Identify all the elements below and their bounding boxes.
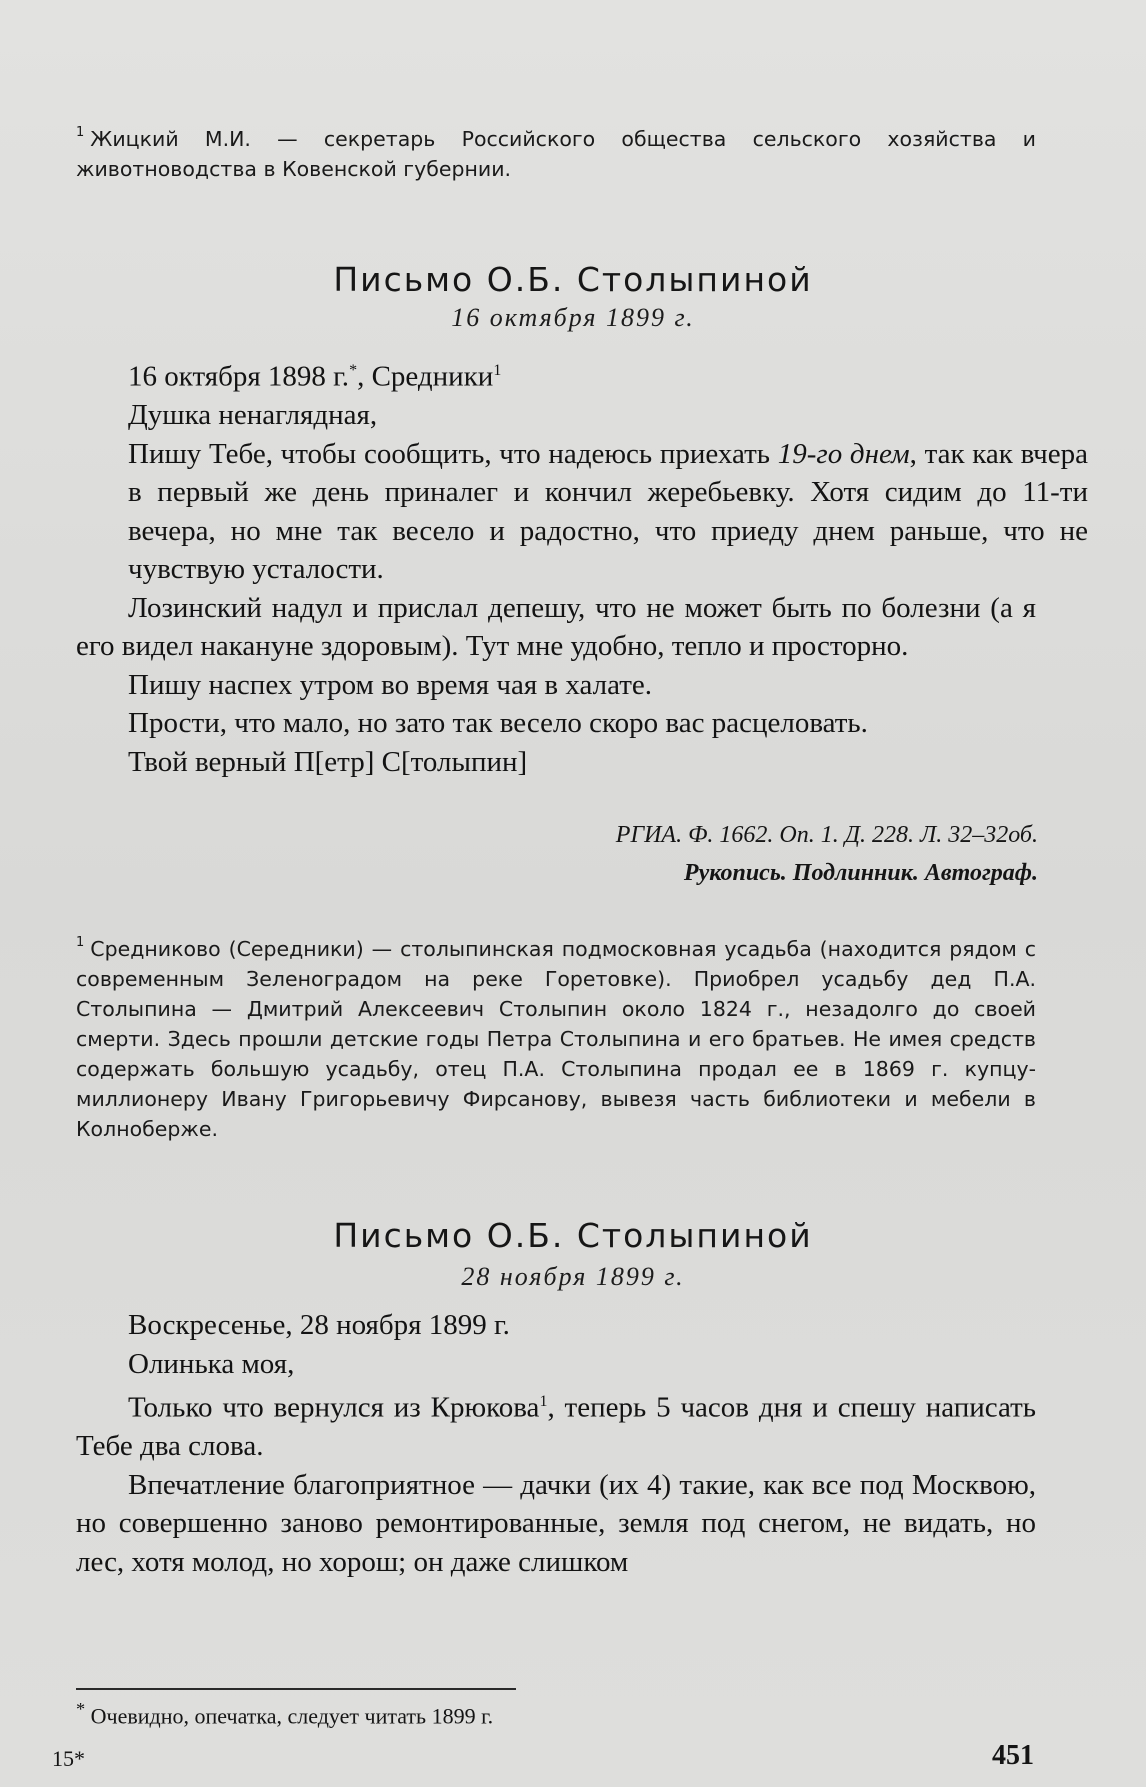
greeting: Душка ненаглядная, — [128, 399, 378, 432]
footnote-rule — [76, 1688, 516, 1690]
greeting: Олинька моя, — [128, 1347, 295, 1380]
archive-source: РГИА. Ф. 1662. Оп. 1. Д. 228. Л. 32–32об. Рукопись. Подлинник. Автограф. — [615, 822, 1038, 886]
footnote-zhitsky — [76, 120, 1036, 184]
signature: Твой верный П[етр] С[толыпин] — [128, 745, 528, 778]
letter-date-heading: 16 октября 1899 г. — [451, 303, 695, 332]
letter-date-heading: 28 ноября 1899 г. — [461, 1262, 685, 1291]
paragraph: Лозинский надул и прислал депешу, что не может быть по болезни (а я его видел накануне здоровым). Тут мне удобно, тепло и просторно. — [76, 591, 1036, 663]
letter-title: Письмо О.Б. Столыпиной — [333, 1216, 813, 1255]
page-signature: 15* — [52, 1746, 85, 1771]
footnote-srednikovo — [76, 930, 1036, 1144]
footnote-text: Средниково (Середники) — столыпинская подмосковная усадьба (находится рядом с современным Зеленоградом на реке Горетовке). Приобрел усадьбу дед П.А. Столыпина — Дмитрий Алексеевич Столыпин около 1824 г., незадолго до своей смерти. Здесь прошли детские годы Петра Столыпина и его братьев. Не имея средств содержать большую усадьбу, отец П.А. Столыпина продал ее в 1869 г. купцу-миллионеру Ивану Григорьевичу Фирсанову, вывезя часть библиотеки и мебели в Колноберже. — [76, 936, 1036, 1141]
footnote-marker: 1 — [76, 125, 85, 140]
dateline: Воскресенье, 28 ноября 1899 г. — [128, 1309, 510, 1341]
paragraph: Пишу наспех утром во время чая в халате. — [128, 668, 653, 701]
paragraph: Прости, что мало, но зато так весело скоро вас расцеловать. — [128, 707, 868, 740]
letter-title: Письмо О.Б. Столыпиной — [333, 260, 813, 299]
paragraph: Пишу Тебе, чтобы сообщить, что надеюсь приехать 19-го днем, так как вчера в первый же день приналег и кончил жеребьевку. Хотя сидим до 11-ти вечера, но мне так весело и радостно, что приеду днем раньше, что не чувствую усталости. — [128, 437, 1088, 586]
letter-body — [76, 1306, 1036, 1581]
paragraph: Впечатление благоприятное — дачки (их 4) такие, как все под Москвою, но совершенно заново ремонтированные, земля под снегом, не видать, но лес, хотя молод, но хорош; он даже слишком — [76, 1468, 1036, 1578]
letter-body — [76, 352, 1088, 781]
paragraph: Только что вернулся из Крюкова$^1$, теперь 5 часов дня и спешу написать Тебе два слова. — [76, 1391, 1036, 1463]
footnote-text: Жицкий М.И. — секретарь Российского общества сельского хозяйства и животноводства в Ковенской губернии. — [76, 126, 1036, 181]
footnote-marker: 1 — [76, 935, 85, 950]
page-number: 451 — [992, 1740, 1034, 1771]
dateline: 16 октября 1898 г.*, Средники$^1$ — [128, 360, 502, 393]
footnote-typo: * Очевидно, опечатка, следует читать 1899 г. — [76, 1699, 494, 1729]
